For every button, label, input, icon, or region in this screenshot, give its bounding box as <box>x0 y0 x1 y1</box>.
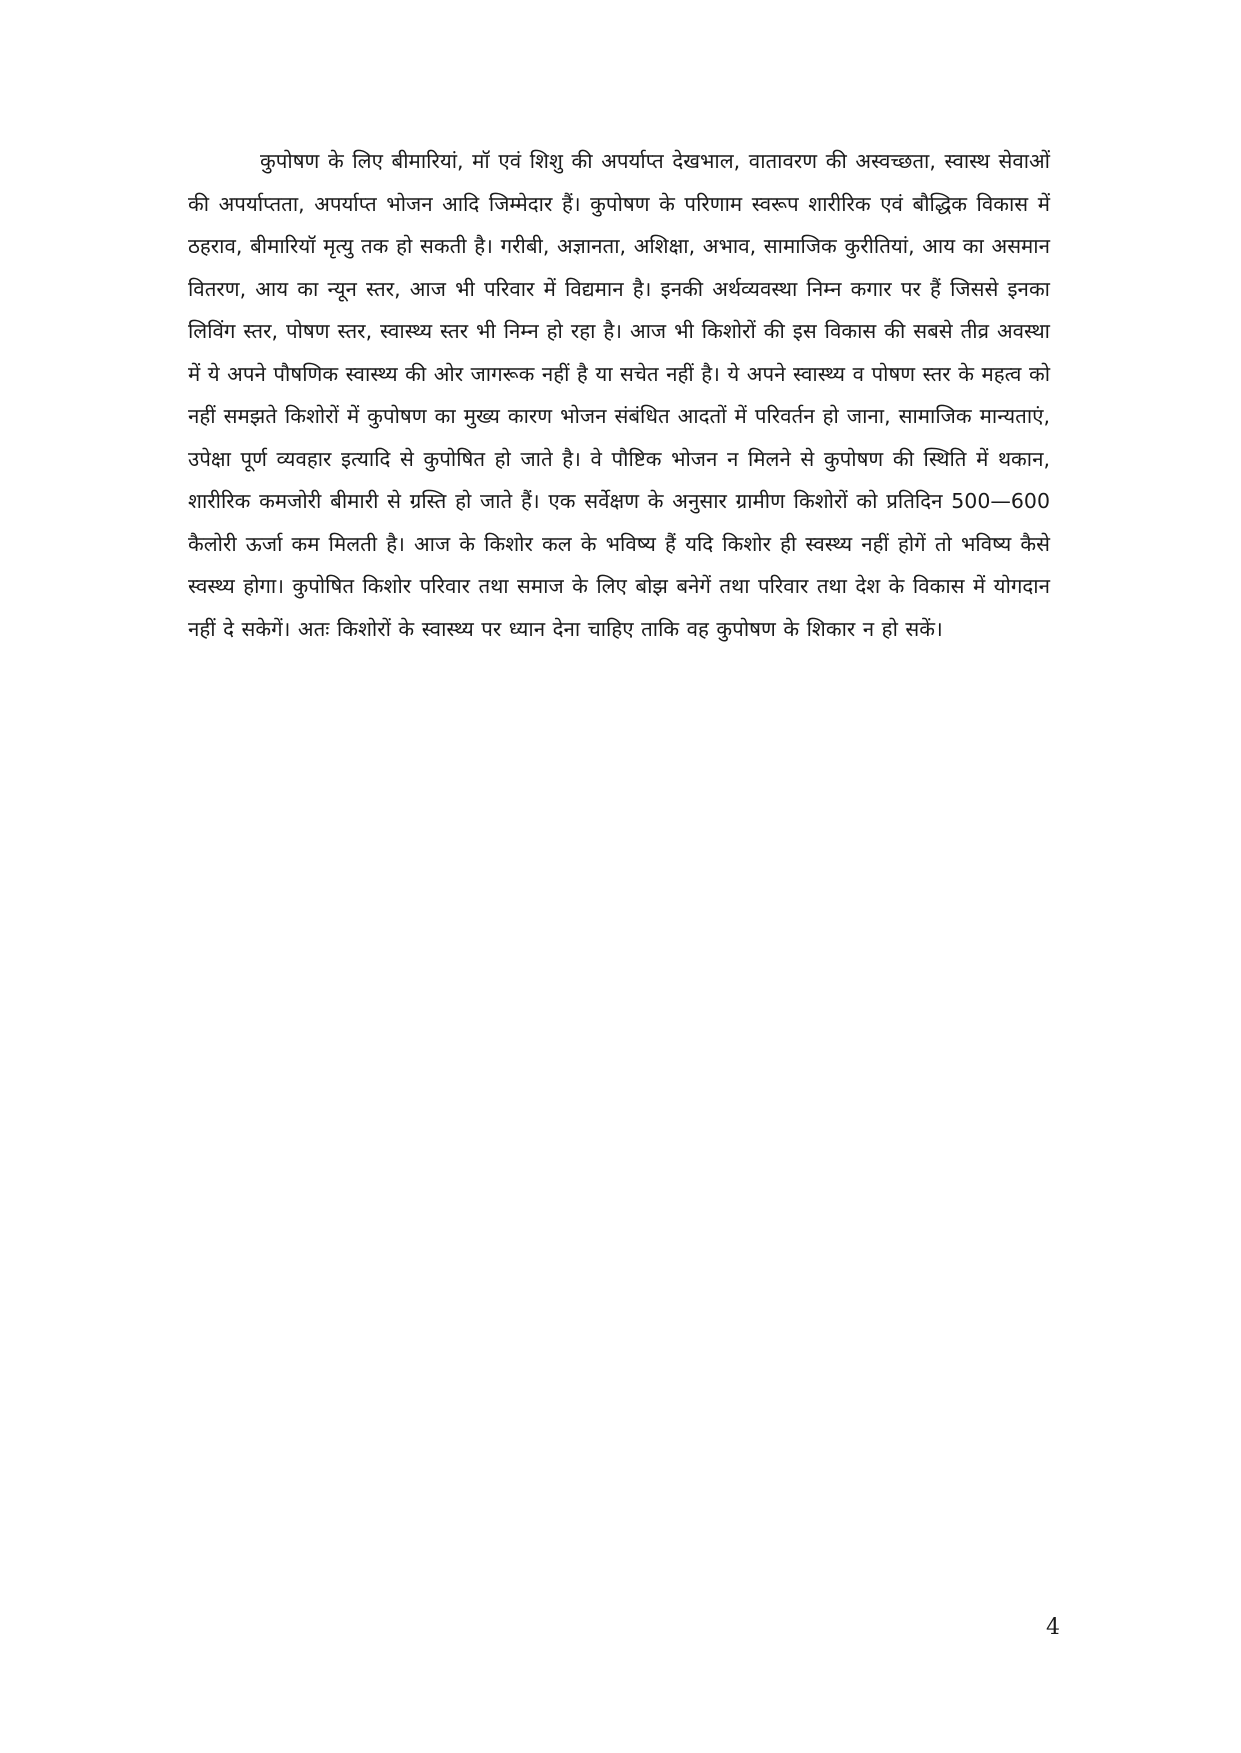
page-number: 4 <box>1046 1615 1060 1640</box>
body-paragraph: कुपोषण के लिए बीमारियां, मॉ एवं शिशु की अपर्याप्त देखभाल, वातावरण की अस्वच्छता, स्वास्थ सेवाओं की अपर्याप्तता, अपर्याप्त भोजन आदि जिम्मेदार हैं। कुपोषण के परिणाम स्वरूप शारीरिक एवं बौद्धिक विकास में ठहराव, बीमारियॉ मृत्यु तक हो सकती है। गरीबी, अज्ञानता, अशिक्षा, अभाव, सामाजिक कुरीतियां, आय का असमान वितरण, आय का न्यून स्तर, आज भी परिवार में विद्यमान है। इनकी अर्थव्यवस्था निम्न कगार पर हैं जिससे इनका लिविंग स्तर, पोषण स्तर, स्वास्थ्य स्तर भी निम्न हो रहा है। आज भी किशोरों की इस विकास की सबसे तीव्र अवस्था में ये अपने पौषणिक स्वास्थ्य की ओर जागरूक नहीं है या सचेत नहीं है। ये अपने स्वास्थ्य व पोषण स्तर के महत्व को नहीं समझते किशोरों में कुपोषण का मुख्य कारण भोजन संबंधित आदतों में परिवर्तन हो जाना, सामाजिक मान्यताएं, उपेक्षा पूर्ण व्यवहार इत्यादि से कुपोषित हो जाते है। वे पौष्टिक भोजन न मिलने से कुपोषण की स्थिति में थकान, शारीरिक कमजोरी बीमारी से ग्रस्ति हो जाते हैं। एक सर्वेक्षण के अनुसार ग्रामीण किशोरों को प्रतिदिन 500—600 कैलोरी ऊर्जा कम मिलती है। आज के किशोर कल के भविष्य हैं यदि किशोर ही स्वस्थ्य नहीं होगें तो भविष्य कैसे स्वस्थ्य होगा। कुपोषित किशोर परिवार तथा समाज के लिए बोझ बनेगें तथा परिवार तथा देश के विकास में योगदान नहीं दे सकेगें। अतः किशोरों के स्वास्थ्य पर ध्यान देना चाहिए ताकि वह कुपोषण के शिकार न हो सकें। <box>188 149 1050 641</box>
